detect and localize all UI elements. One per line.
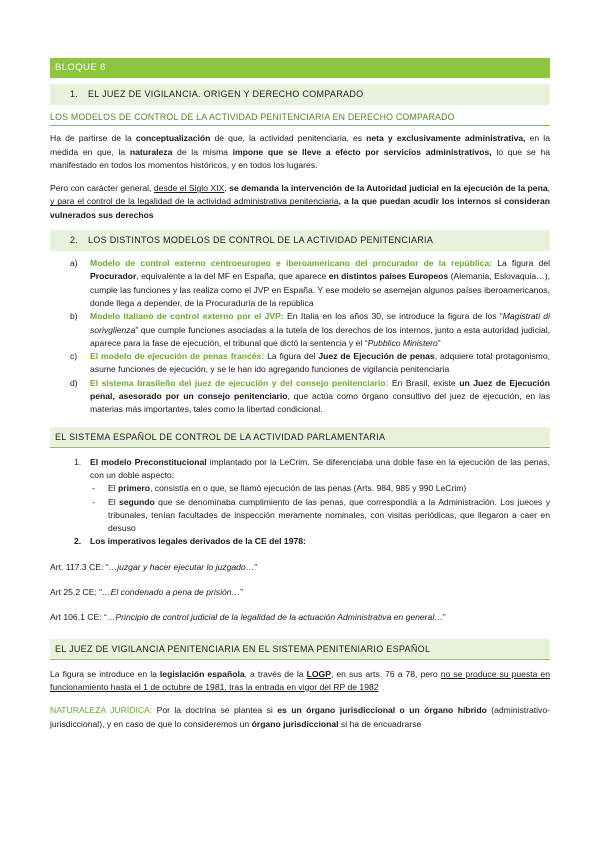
section-title: LOS DISTINTOS MODELOS DE CONTROL DE LA ACTIVIDAD PENITENCIARIA [88,235,434,246]
dash-list [50,482,550,535]
paragraph-naturaleza: NATURALEZA JURÍDICA: Por la doctrina se plantea si es un órgano jurisdiccional o un órgano híbrido (administrativo-jurisdiccional), y en caso de que lo consideremos un órgano jurisdiccional si ha de encuadrarse [50,705,550,729]
models-list [50,257,550,417]
document-page [50,58,550,731]
section-title: EL JUEZ DE VIGILANCIA. ORIGEN Y DERECHO COMPARADO [88,89,364,99]
section-heading-3: EL SISTEMA ESPAÑOL DE CONTROL DE LA ACTIVIDAD PARLAMENTARIA [50,427,550,448]
quote-art-117: Art. 117.3 CE: “…juzgar y hacer ejecutar lo juzgado…” [50,561,258,572]
section-heading-2 [50,230,550,251]
section-heading-4: EL JUEZ DE VIGILANCIA PENITENCIARIA EN EL SISTEMA PENITENIARIO ESPAÑOL [50,639,550,660]
list-item: - El segundo que se denominaba cumplimiento de las penas, que correspondía a la Administración. Los jueces y tribunales, tenían facultades de inspección meramente nominales, con visitas periódicas, que llegaron a caer en desuso [92,496,550,534]
paragraph-conceptualizacion: Ha de partirse de la conceptualización de que, la actividad penitenciaria, es neta y exclusivamente administrativa, en la medida en que, la naturaleza de la misma impone que se lleve a efecto por servicios administrativos, lo que se ha manifestado en todos los momentos históricos, y en todos los lugares. [50,133,550,170]
paragraph-siglo-xix: Pero con carácter general, desde el Siglo XIX, se demanda la intervención de la Autoridad judicial en la ejecución de la pena, y para el control de la legalidad de la actividad administrativa penitenciaria, a la que puedan acudir los internos si consideran vulnerados sus derechos [50,183,550,220]
section-heading-1 [50,84,550,105]
quote-art-25: Art 25.2 CE: “…El condenado a pena de prisión…” [50,587,244,598]
section-number: 2. [70,235,79,246]
section-number: 1. [70,89,79,99]
list-item: 2. Los imperativos legales derivados de la CE del 1978: [74,536,306,547]
list-item: - El primero, consistía en o que, se llamó ejecución de las penas (Arts. 984, 985 y 990 LeCrim) [92,483,467,494]
block-header: BLOQUE 8 [50,58,550,78]
list-item: c) El modelo de ejecución de penas francés: La figura del Juez de Ejecución de penas, adquiere total protagonismo, asume funciones de ejecución, y se le han ido agregando funciones de vigilancia penitenciaria [70,351,550,375]
list-item: b) Modelo italiano de control externo por el JVP: En Italia en los años 30, se introduce la figura de los “Magistrati di sorivglienza” que cumple funciones asociadas a la tutela de los derechos de los internos, junto a esta autoridad judicial, aparece para la fase de ejecución, el tribunal que dictó la sentencia y el “Pubblico Ministero” [70,311,550,348]
list-item: a) Modelo de control externo centroeuropeo e iberoamericano del procurador de la república: La figura del Procurador, equivalente a la del MF en España, que aparece en distintos países Europeos (Alemania, Eslovaquia…), cumple las funciones y las realiza como el JVP en España. Y ese modelo se asemejan algunos países iberoamericanos, donde llega a depender, de la Procuraduría de la república [70,258,551,308]
list-item: d) El sistema brasileño del juez de ejecución y del consejo penitenciario: En Brasil, existe un Juez de Ejecución penal, asesorado por un consejo penitenciario, que actúa como órgano consultivo del juez de ejecución, en las materias más importantes, tales como la libertad condicional. [70,377,551,415]
subsection-title: LOS MODELOS DE CONTROL DE LA ACTIVIDAD PENITENCIARIA EN DERECHO COMPARADO [50,111,550,126]
list-item: 1. El modelo Preconstitucional implantado por la LeCrim. Se diferenciaba una doble fase en la ejecución de las penas, con un doble aspecto: [74,456,550,480]
quote-art-106: Art 106.1 CE: “…Principio de control judicial de la legalidad de la actuación Administrativa en general…” [50,612,446,623]
paragraph-logp: La figura se introduce en la legislación española, a través de la LOGP, en sus arts. 76 a 78, pero no se produce su puesta en funcionamiento hasta el 1 de octubre de 1981, tras la entrada en vigor del RP de 1982 [50,668,550,692]
